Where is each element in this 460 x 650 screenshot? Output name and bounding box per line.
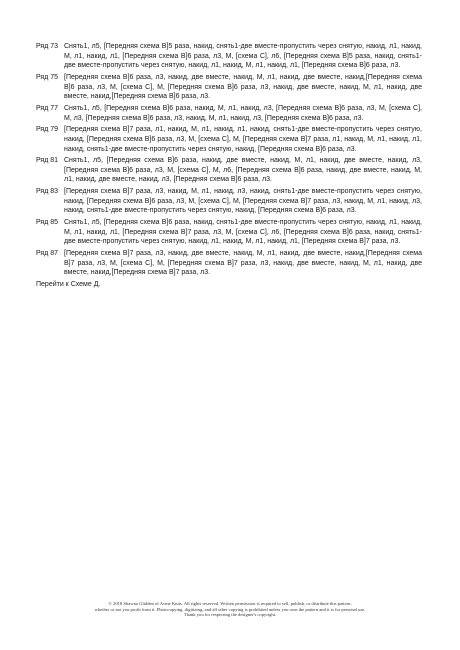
row-87 <box>36 249 422 278</box>
row-label: Ряд 77 <box>36 104 59 112</box>
pattern-instructions <box>36 42 422 290</box>
row-text: [Передняя схема B]7 раза, л3, накид, две вместе, накид, М, л1, накид, две вместе, накид,[Передняя схема B]7 раза, л3, М, [схема C], М, [Передняя схема B]7 раза, л3, накид, две вместе, накид, М, л1, накид, две вместе, накид,[Передняя схема B]7 раза, л3. <box>64 250 422 277</box>
row-text: [Передняя схема B]6 раза, л3, накид, две вместе, накид, М, л1, накид, две вместе, накид,[Передняя схема B]6 раза, л3, М, [схема C], М, [Передняя схема B]6 раза, л3, накид, две вместе, накид, М, л1, накид, две вместе, накид,[Передняя схема B]6 раза, л3. <box>64 73 422 101</box>
row-text: Снять1, л5, [Передняя схема B]6 раза, накид, снять1-две вместе-пропустить через снятую, накид, л1, накид, М, л1, накид, л1, [Передняя схема B]7 раза, л3, М, [схема C], л6, [Передняя схема B]6 раза, накид, снять1-две вместе-пропустить через снятую, накид, л1, накид, М, л1, накид, л1, [Передняя схема B]7 раза, л3. <box>64 219 422 246</box>
row-label: Ряд 87 <box>36 250 59 258</box>
row-text: Снять1, л5, [Передняя схема B]5 раза, накид, снять1-две вместе-пропустить через снятую, накид, л1, накид, М, л1, накид, л1, [Передняя схема B]6 раза, л3, М, [схема C], л6, [Передняя схема B]5 раза, накид, снять1-две вместе-пропустить через снятую, накид, л1, накид, М, л1, накид, л1, [Передняя схема B]6 раза, л3. <box>64 43 422 70</box>
copyright-line-1: © 2018 Shawna Glidden of Acme Knits. All rights reserved. Written permission is required to sell, publish, or distribute this pattern, <box>108 601 352 606</box>
row-text: [Передняя схема B]7 раза, л1, накид, М, л1, накид, л1, накид, снять1-две вместе-пропустить через снятую, накид, [Передняя схема B]6 раза, л3, М, [схема C], М, [Передняя схема B]7 раза, л1, накид, М, л1, накид, л1, накид, снять1-две вместе-пропустить через снятую, накид, [Передняя схема B]6 раза, л3. <box>64 126 422 153</box>
row-text: Снять1, л5, [Передняя схема B]6 раза, накид, две вместе, накид, М, л1, накид, две вместе, накид, л3, [Передняя схема B]6 раза, л3, М, [схема C], М, л6, [Передняя схема B]6 раза, накид, две вместе, накид, М, л1, накид, две вместе, накид, л3, [Передняя схема B]6 раза, л3. <box>64 157 422 184</box>
row-83 <box>36 187 422 216</box>
row-79 <box>36 125 422 154</box>
row-label: Ряд 81 <box>36 157 59 165</box>
row-text: Снять1, л5, [Передняя схема B]6 раза, накид, М, л1, накид, л3, [Передняя схема B]6 раза, л3, М, [схема C], М, л3, [Передняя схема B]6 раза, л3, накид, М, л1, накид, л3, [Передняя схема B]6 раза, л3. <box>64 104 422 122</box>
copyright-line-3: Thank you for respecting the designer's copyright. <box>183 612 277 618</box>
row-85 <box>36 218 422 247</box>
row-text: [Передняя схема B]7 раза, л3, накид, М, л1, накид, л3, накид, снять1-две вместе-пропустить через снятую, накид, [Передняя схема B]6 раза, л3, М, [схема C], М, [Передняя схема B]7 раза, л3, накид, М, л1, накид, л3, накид, снять1-две вместе-пропустить через снятую, накид, [Передняя схема B]6 раза, л3. <box>64 188 422 215</box>
row-81 <box>36 156 422 185</box>
row-label: Ряд 73 <box>36 43 59 50</box>
row-label: Ряд 85 <box>36 219 59 227</box>
row-label: Ряд 79 <box>36 126 59 134</box>
next-chart-instruction: Перейти к Схеме Д. <box>36 281 101 289</box>
row-75 <box>36 73 422 102</box>
row-77 <box>36 104 422 123</box>
copyright-footer <box>36 601 424 618</box>
row-label: Ряд 83 <box>36 188 59 196</box>
row-label: Ряд 75 <box>36 73 59 81</box>
copyright-line-2: whether or not you profit from it. Photocopying, digitizing, and all other copying is prohibited unless you own the pattern and it is for personal use. <box>94 606 366 612</box>
row-73 <box>36 42 422 71</box>
